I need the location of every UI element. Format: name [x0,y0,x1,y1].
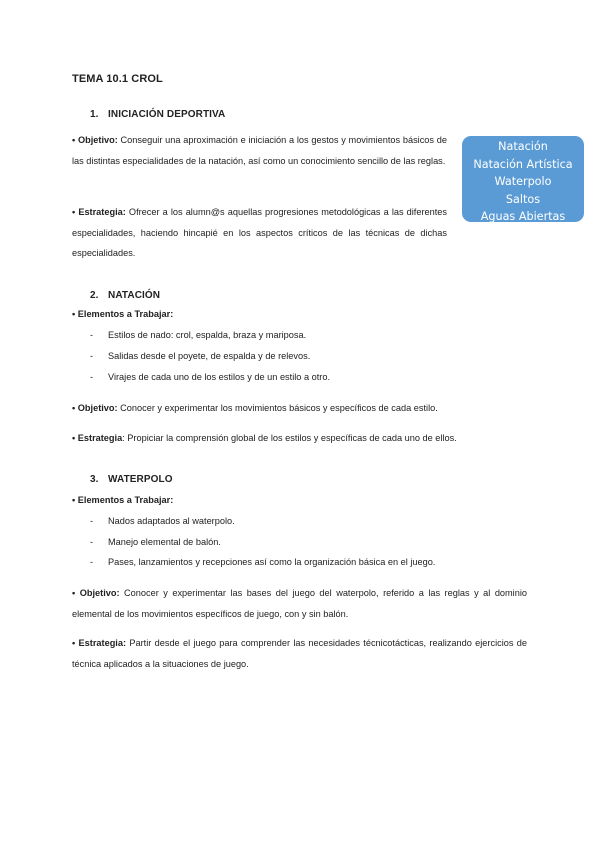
section-heading-iniciacion [90,109,225,120]
dash-marker: - [90,372,94,382]
callout-line: Waterpolo [494,175,552,188]
objetivo-text: Conseguir una aproximación e iniciación a los gestos y movimientos básicos de las distintas especialidades de la natación, así como un conocimiento sencillo de las reglas. [72,135,447,166]
section-heading-waterpolo [90,474,173,485]
estrategia-label: • Estrategia: [72,207,126,217]
dash-marker: - [90,351,94,361]
section-number: 1. [90,109,99,120]
section-number: 3. [90,474,99,485]
section-number: 2. [90,290,99,301]
list-item-text: Salidas desde el poyete, de espalda y de relevos. [108,351,311,361]
specialties-callout-box [462,136,584,222]
list-item-text: Estilos de nado: crol, espalda, braza y mariposa. [108,330,307,340]
section-title: INICIACIÓN DEPORTIVA [108,109,226,120]
dash-marker: - [90,537,94,547]
dash-marker: - [90,330,94,340]
section-title: NATACIÓN [108,290,161,301]
list-item-text: Pases, lanzamientos y recepciones así como la organización básica en el juego. [108,557,436,567]
callout-line: Natación Artística [473,157,573,171]
list-item [90,516,235,526]
list-item [90,537,221,547]
objetivo-label: • Objetivo: [72,588,120,598]
estrategia-text: Ofrecer a los alumn@s aquellas progresiones metodológicas a las diferentes especialidades, haciendo hincapié en los aspectos críticos de las técnicas de dichas especialidades. [72,207,448,258]
list-item [90,330,306,340]
elementos-label-natacion: • Elementos a Trabajar: [72,309,174,319]
dash-marker: - [90,516,94,526]
list-item-text: Manejo elemental de balón. [108,537,221,547]
objetivo-line-natacion [72,403,438,413]
estrategia-paragraph-waterpolo [72,633,527,674]
objetivo-text: Conocer y experimentar las bases del juego del waterpolo, referido a las reglas y al dominio elemental de los movimientos específicos de juego, con y sin balón. [72,588,527,619]
elementos-label-waterpolo: • Elementos a Trabajar: [72,495,174,505]
list-item-text: Virajes de cada uno de los estilos y de un estilo a otro. [108,372,330,382]
objetivo-paragraph-iniciacion [72,130,447,171]
estrategia-label: • Estrategia: [72,638,127,648]
list-item [90,557,435,567]
page-title: TEMA 10.1 CROL [72,73,163,85]
list-item [90,372,330,382]
list-item-text: Nados adaptados al waterpolo. [108,516,235,526]
estrategia-text: Partir desde el juego para comprender las necesidades técnicotácticas, realizando ejercicios de técnica aplicados a la situaciones de juego. [72,638,527,669]
callout-line: Aguas Abiertas [480,210,566,223]
section-title: WATERPOLO [108,474,173,485]
estrategia-line-natacion [72,433,457,443]
estrategia-text: : Propiciar la comprensión global de los estilos y específicas de cada uno de ellos. [122,433,457,443]
dash-marker: - [90,557,94,567]
objetivo-paragraph-waterpolo [72,583,527,624]
objetivo-text: Conocer y experimentar los movimientos básicos y específicos de cada estilo. [120,403,438,413]
callout-line: Natación [498,140,548,153]
objetivo-label: • Objetivo: [72,135,118,145]
list-item [90,351,310,361]
section-heading-natacion [90,290,160,301]
estrategia-paragraph-iniciacion [72,202,447,264]
objetivo-label: • Objetivo: [72,403,118,413]
callout-line: Saltos [505,192,541,206]
estrategia-label: • Estrategia [72,433,123,443]
